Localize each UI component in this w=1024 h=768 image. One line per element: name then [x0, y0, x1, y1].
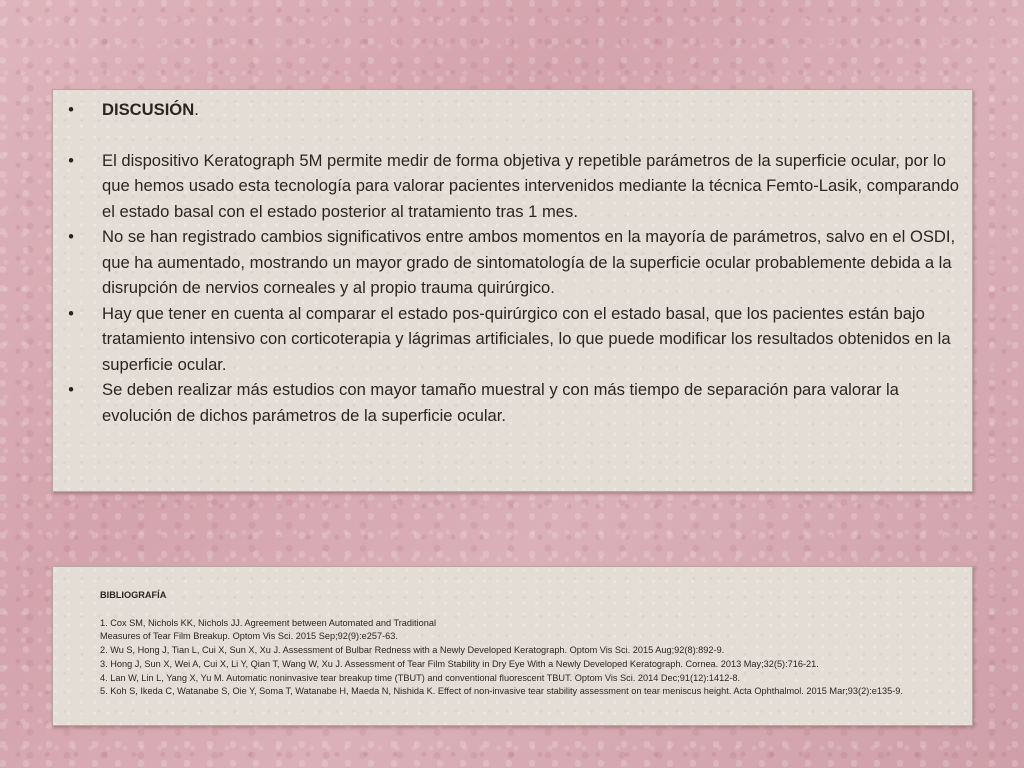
discussion-panel	[52, 89, 973, 492]
bullet-icon: •	[68, 303, 74, 323]
bibliography-reference: Measures of Tear Film Breakup. Optom Vis Sci. 2015 Sep;92(9):e257-63.	[100, 631, 398, 642]
discussion-point	[53, 148, 972, 225]
bibliography-reference: 5. Koh S, Ikeda C, Watanabe S, Oie Y, Soma T, Watanabe H, Maeda N, Nishida K. Effect of non-invasive tear stability assessment on tear meniscus height. Acta Ophthalmol. 2015 Mar;93(2):e135-9.	[100, 686, 903, 697]
bibliography-reference: 1. Cox SM, Nichols KK, Nichols JJ. Agreement between Automated and Traditional	[100, 617, 437, 628]
bullet-icon: •	[68, 100, 74, 119]
discussion-heading: DISCUSIÓN	[102, 100, 195, 119]
bibliography	[100, 589, 960, 699]
discussion-point	[53, 301, 972, 378]
bibliography-title: BIBLIOGRAFÍA	[100, 590, 167, 600]
discussion-point	[53, 377, 972, 428]
bullet-icon: •	[68, 380, 74, 399]
discussion-point-text: Hay que tener en cuenta al comparar el estado pos-quirúrgico con el estado basal, que los pacientes están bajo tratamiento intensivo con corticoterapia y lágrimas artificiales, lo que puede modificar los resultados obtenidos en la superficie ocular.	[102, 303, 951, 374]
discussion-heading-item	[53, 97, 972, 123]
bullet-icon: •	[68, 227, 74, 246]
discussion-point-text: Se deben realizar más estudios con mayor tamaño muestral y con más tiempo de separación para valorar la evolución de dichos parámetros de la superficie ocular.	[102, 380, 899, 425]
bibliography-panel	[52, 566, 973, 726]
bullet-icon: •	[68, 150, 74, 170]
bibliography-reference: 3. Hong J, Sun X, Wei A, Cui X, Li Y, Qian T, Wang W, Xu J. Assessment of Tear Film Stability in Dry Eye With a Newly Developed Keratograph. Cornea. 2013 May;32(5):716-21.	[100, 658, 819, 669]
bibliography-reference: 4. Lan W, Lin L, Yang X, Yu M. Automatic noninvasive tear breakup time (TBUT) and conventional fluorescent TBUT. Optom Vis Sci. 2014 Dec;91(12):1412-8.	[100, 672, 741, 683]
bibliography-reference: 2. Wu S, Hong J, Tian L, Cui X, Sun X, Xu J. Assessment of Bulbar Redness with a Newly Developed Keratograph. Optom Vis Sci. 2015 Aug;92(8):892-9.	[100, 645, 725, 656]
discussion-point-text: El dispositivo Keratograph 5M permite medir de forma objetiva y repetible parámetros de la superficie ocular, por lo que hemos usado esta tecnología para valorar pacientes intervenidos mediante la técnica Femto-Lasik, comparando el estado basal con el estado posterior al tratamiento tras 1 mes.	[102, 150, 959, 221]
discussion-point	[53, 224, 972, 301]
discussion-point-text: No se han registrado cambios significativos entre ambos momentos en la mayoría de parámetros, salvo en el OSDI, que ha aumentado, mostrando un mayor grado de sintomatología de la superficie ocular probablemente debida a la disrupción de nervios corneales y al propio trauma quirúrgico.	[102, 227, 956, 297]
discussion-list	[53, 97, 972, 428]
discussion-heading-period: .	[194, 100, 199, 119]
